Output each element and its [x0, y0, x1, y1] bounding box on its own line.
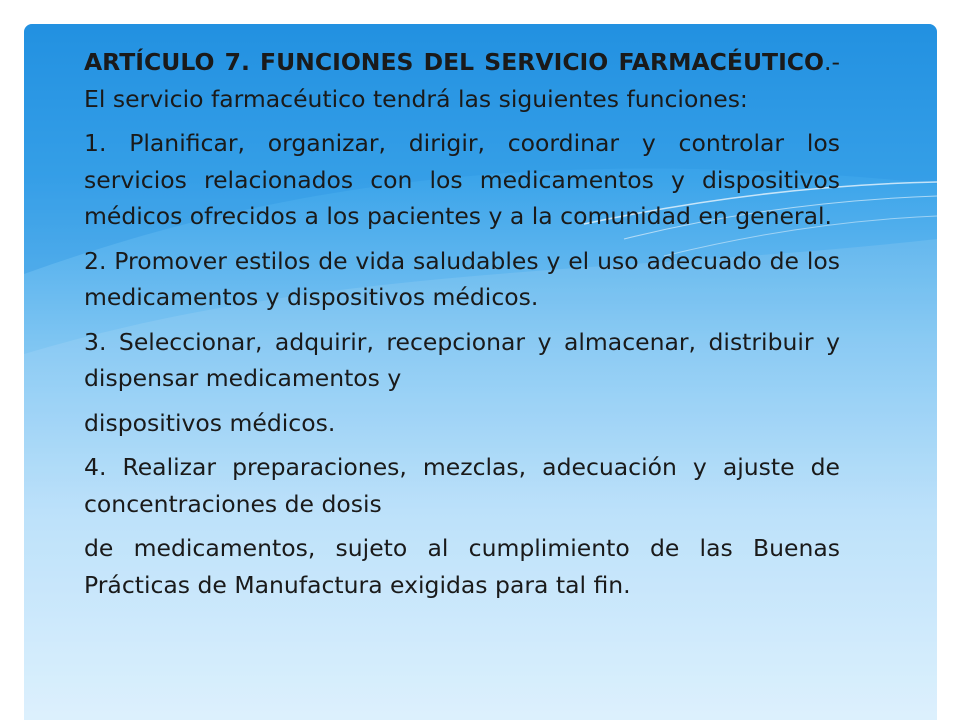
list-item: 2. Promover estilos de vida saludables y el uso adecuado de los medicamentos y dispositivos médicos.: [84, 246, 840, 311]
article-heading-bold: ARTÍCULO 7. FUNCIONES DEL SERVICIO FARMACÉUTICO: [84, 48, 825, 76]
article-heading-rest: .- El servicio farmacéutico tendrá las siguientes funciones:: [84, 48, 840, 113]
slide-background-panel: [24, 24, 937, 720]
article-heading: [84, 44, 840, 117]
list-item-line: 3. Seleccionar, adquirir, recepcionar y almacenar, distribuir y dispensar medicamentos y: [84, 327, 840, 392]
list-item: [84, 449, 840, 522]
list-item-continuation: dispositivos médicos.: [84, 408, 336, 437]
list-item-continuation: de medicamentos, sujeto al cumplimiento de las Buenas Prácticas de Manufactura exigidas para tal fin.: [84, 534, 840, 599]
list-item: [84, 324, 840, 397]
article-text: [84, 44, 840, 611]
list-item-line: 4. Realizar preparaciones, mezclas, adecuación y ajuste de concentraciones de dosis: [84, 453, 840, 518]
list-item: 1. Planificar, organizar, dirigir, coordinar y controlar los servicios relacionados con los medicamentos y dispositivos médicos ofrecidos a los pacientes y a la comunidad en general.: [84, 129, 840, 230]
